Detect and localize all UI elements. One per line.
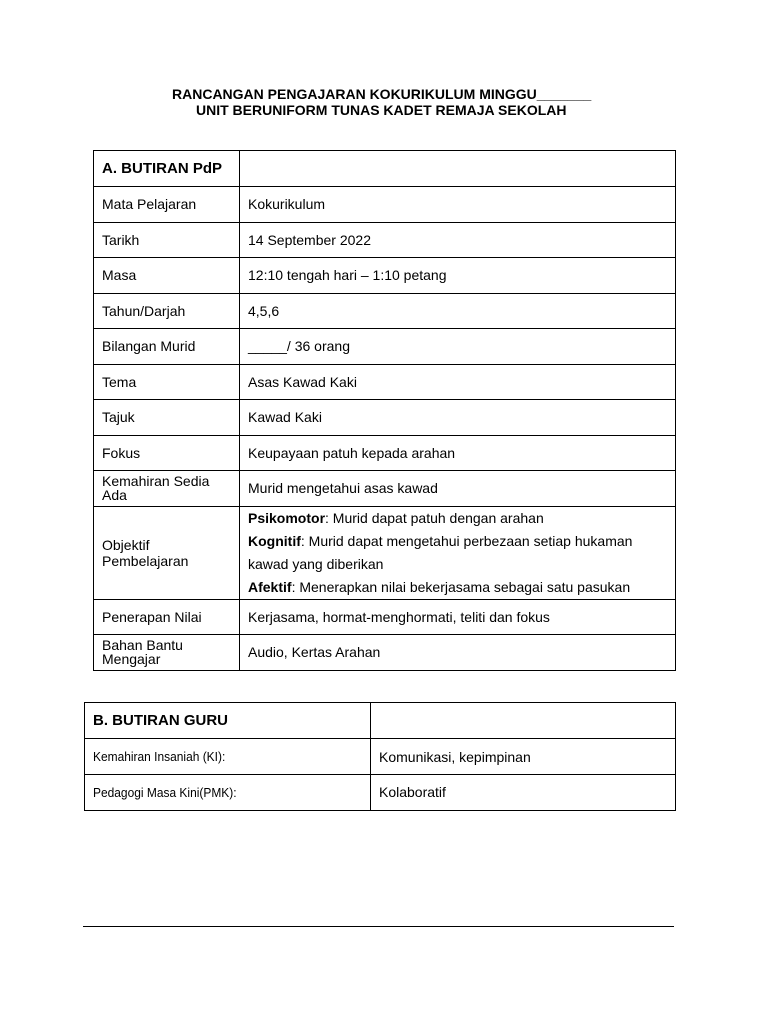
table-row bbox=[94, 364, 676, 400]
row-value: Audio, Kertas Arahan bbox=[240, 635, 676, 671]
row-label-line: Ada bbox=[102, 487, 127, 504]
title-line-1: RANCANGAN PENGAJARAN KOKURIKULUM MINGGU_______ bbox=[172, 86, 592, 102]
row-label-line: Kemahiran Sedia bbox=[102, 473, 210, 490]
butiran-pdp-table bbox=[93, 150, 676, 671]
row-value: 4,5,6 bbox=[240, 293, 676, 329]
section-b-title: B. BUTIRAN GURU bbox=[85, 703, 371, 739]
table-header-row bbox=[94, 151, 676, 187]
table-row bbox=[94, 187, 676, 223]
table-row bbox=[94, 293, 676, 329]
row-value: Murid mengetahui asas kawad bbox=[240, 471, 676, 507]
row-label: Bilangan Murid bbox=[94, 329, 240, 365]
table-row bbox=[85, 739, 676, 775]
row-value: Kerjasama, hormat-menghormati, teliti dan fokus bbox=[240, 599, 676, 635]
section-a-header-blank bbox=[240, 151, 676, 187]
row-label-text: Pedagogi Masa Kini(PMK): bbox=[93, 785, 237, 800]
row-label-text: Kemahiran Insaniah (KI): bbox=[93, 749, 226, 764]
section-a-title: A. BUTIRAN PdP bbox=[94, 151, 240, 187]
objektif-row bbox=[94, 506, 676, 599]
section-b-header-blank bbox=[371, 703, 676, 739]
objektif-label-line: Pembelajaran bbox=[102, 552, 189, 569]
table-row bbox=[94, 329, 676, 365]
psikomotor-key: Psikomotor bbox=[248, 509, 326, 526]
table-row bbox=[94, 635, 676, 671]
objektif-label-line: Objektif bbox=[102, 536, 150, 553]
objektif-label bbox=[94, 506, 240, 599]
row-label: Penerapan Nilai bbox=[94, 599, 240, 635]
afektif-text: : Menerapkan nilai bekerjasama sebagai satu pasukan bbox=[291, 578, 631, 595]
row-value: Kokurikulum bbox=[240, 187, 676, 223]
afektif-line bbox=[248, 576, 675, 599]
table-row bbox=[94, 258, 676, 294]
row-label bbox=[94, 471, 240, 507]
footer-divider bbox=[83, 926, 674, 927]
row-value: 12:10 tengah hari – 1:10 petang bbox=[240, 258, 676, 294]
objektif-value bbox=[240, 506, 676, 599]
row-label bbox=[85, 739, 371, 775]
table-row bbox=[94, 435, 676, 471]
title-line-2: UNIT BERUNIFORM TUNAS KADET REMAJA SEKOLAH bbox=[196, 102, 567, 118]
row-value: Keupayaan patuh kepada arahan bbox=[240, 435, 676, 471]
row-label: Mata Pelajaran bbox=[94, 187, 240, 223]
row-value: 14 September 2022 bbox=[240, 222, 676, 258]
row-value: Komunikasi, kepimpinan bbox=[371, 739, 676, 775]
row-value: Asas Kawad Kaki bbox=[240, 364, 676, 400]
butiran-guru-table bbox=[84, 702, 676, 811]
psikomotor-line bbox=[248, 507, 675, 530]
table-row bbox=[85, 775, 676, 811]
row-label bbox=[94, 635, 240, 671]
afektif-key: Afektif bbox=[248, 578, 292, 595]
kognitif-line bbox=[248, 530, 675, 553]
row-value: Kawad Kaki bbox=[240, 400, 676, 436]
row-label: Tajuk bbox=[94, 400, 240, 436]
row-label-line: Mengajar bbox=[102, 651, 161, 668]
kognitif-key: Kognitif bbox=[248, 532, 301, 549]
row-label bbox=[85, 775, 371, 811]
table-row bbox=[94, 222, 676, 258]
row-label-line: Bahan Bantu bbox=[102, 637, 183, 654]
kognitif-line-2: kawad yang diberikan bbox=[248, 555, 384, 572]
table-row bbox=[94, 471, 676, 507]
table-row bbox=[94, 400, 676, 436]
row-label: Tahun/Darjah bbox=[94, 293, 240, 329]
kognitif-text: : Murid dapat mengetahui perbezaan setiap hukaman bbox=[300, 532, 633, 549]
psikomotor-text: : Murid dapat patuh dengan arahan bbox=[325, 509, 544, 526]
row-label: Tema bbox=[94, 364, 240, 400]
table-row bbox=[94, 599, 676, 635]
row-label: Fokus bbox=[94, 435, 240, 471]
row-value: Kolaboratif bbox=[371, 775, 676, 811]
row-value: _____/ 36 orang bbox=[240, 329, 676, 365]
row-label: Tarikh bbox=[94, 222, 240, 258]
table-header-row bbox=[85, 703, 676, 739]
row-label: Masa bbox=[94, 258, 240, 294]
